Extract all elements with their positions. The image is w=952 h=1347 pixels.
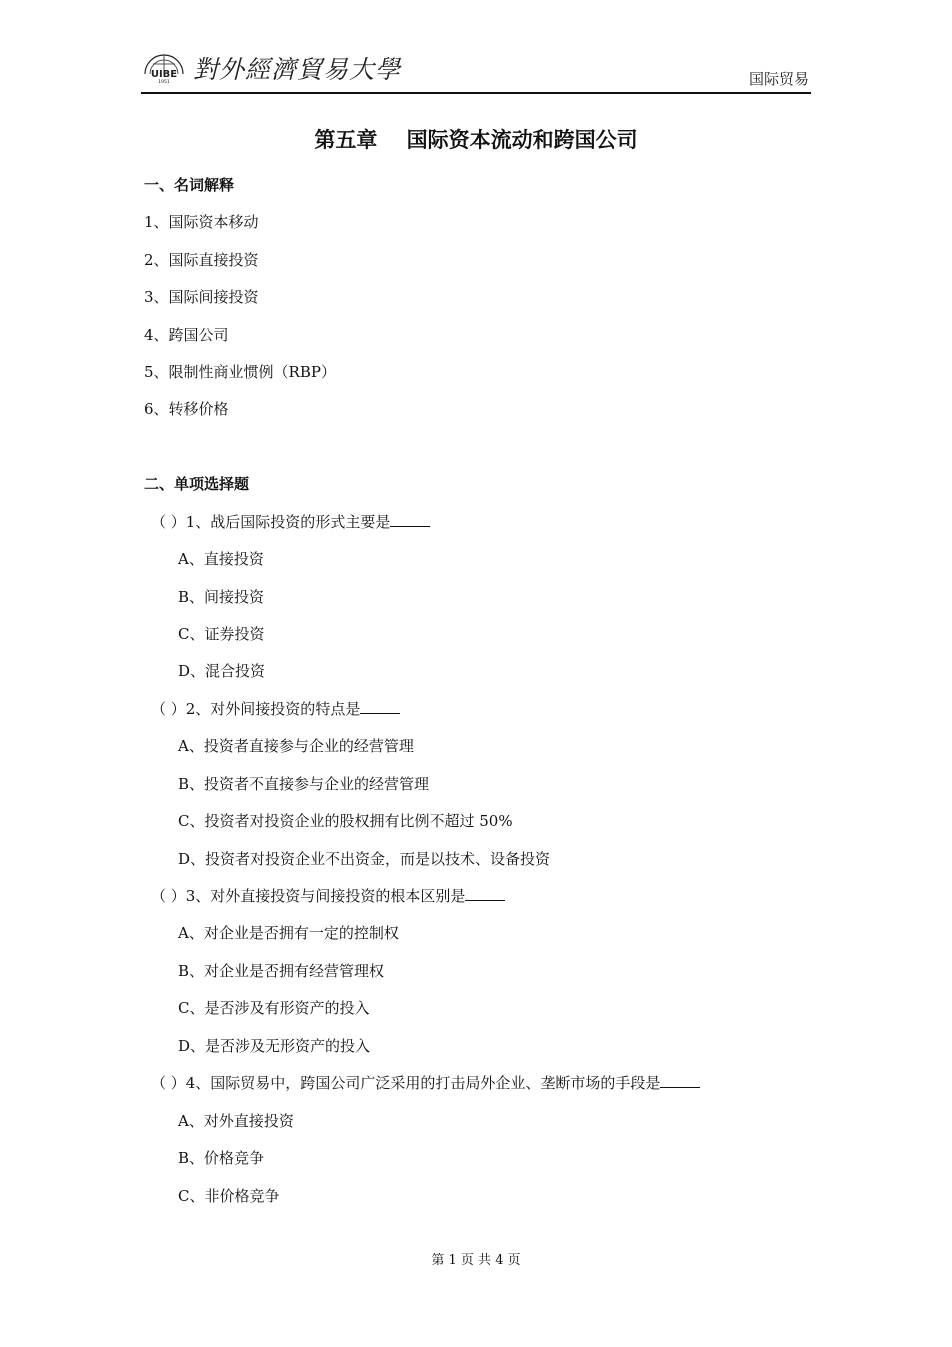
term-item: 2、国际直接投资 (144, 251, 259, 269)
question-option: D、混合投资 (178, 662, 266, 680)
question-option: B、投资者不直接参与企业的经营管理 (178, 775, 430, 793)
question-option: C、非价格竞争 (178, 1187, 280, 1205)
term-item: 6、转移价格 (144, 400, 229, 418)
question-option: D、投资者对投资企业不出资金，而是以技术、设备投资 (178, 850, 551, 868)
question-stem: （ ）1、战后国际投资的形式主要是 (151, 511, 430, 532)
question-option: B、间接投资 (178, 588, 265, 606)
chapter-title: 第五章 国际资本流动和跨国公司 (314, 128, 638, 152)
page-header (141, 42, 811, 94)
question-option: C、是否涉及有形资产的投入 (178, 999, 370, 1017)
answer-blank (465, 886, 505, 901)
question-option: B、价格竞争 (178, 1149, 265, 1167)
term-item: 1、国际资本移动 (144, 213, 259, 231)
uibe-emblem-icon (141, 44, 187, 84)
course-name: 国际贸易 (748, 70, 809, 88)
page-footer: 第 1 页 共 4 页 (431, 1253, 521, 1268)
answer-blank (390, 512, 430, 527)
question-option: D、是否涉及无形资产的投入 (178, 1037, 371, 1055)
question-option: B、对企业是否拥有经营管理权 (178, 962, 385, 980)
question-stem: （ ）3、对外直接投资与间接投资的根本区别是 (151, 885, 505, 906)
question-option: C、证券投资 (178, 625, 265, 643)
term-item: 4、跨国公司 (144, 326, 229, 344)
question-option: A、对企业是否拥有一定的控制权 (178, 924, 399, 942)
answer-blank (660, 1073, 700, 1088)
section-heading-choice: 二、单项选择题 (144, 475, 250, 493)
term-item: 3、国际间接投资 (144, 288, 259, 306)
question-option: A、对外直接投资 (178, 1112, 294, 1130)
answer-blank (360, 699, 400, 714)
question-option: C、投资者对投资企业的股权拥有比例不超过 50% (178, 812, 513, 830)
university-name: 對外經濟貿易大學 (193, 55, 402, 84)
section-heading-terms: 一、名词解释 (144, 176, 235, 194)
emblem-text: UIBE (150, 69, 178, 80)
question-option: A、投资者直接参与企业的经营管理 (178, 737, 414, 755)
question-stem: （ ）4、国际贸易中，跨国公司广泛采用的打击局外企业、垄断市场的手段是 (151, 1072, 700, 1093)
question-option: A、直接投资 (178, 550, 264, 568)
question-stem: （ ）2、对外间接投资的特点是 (151, 698, 400, 719)
term-item: 5、限制性商业惯例（RBP） (144, 363, 336, 381)
emblem-year: 1951 (158, 80, 170, 84)
